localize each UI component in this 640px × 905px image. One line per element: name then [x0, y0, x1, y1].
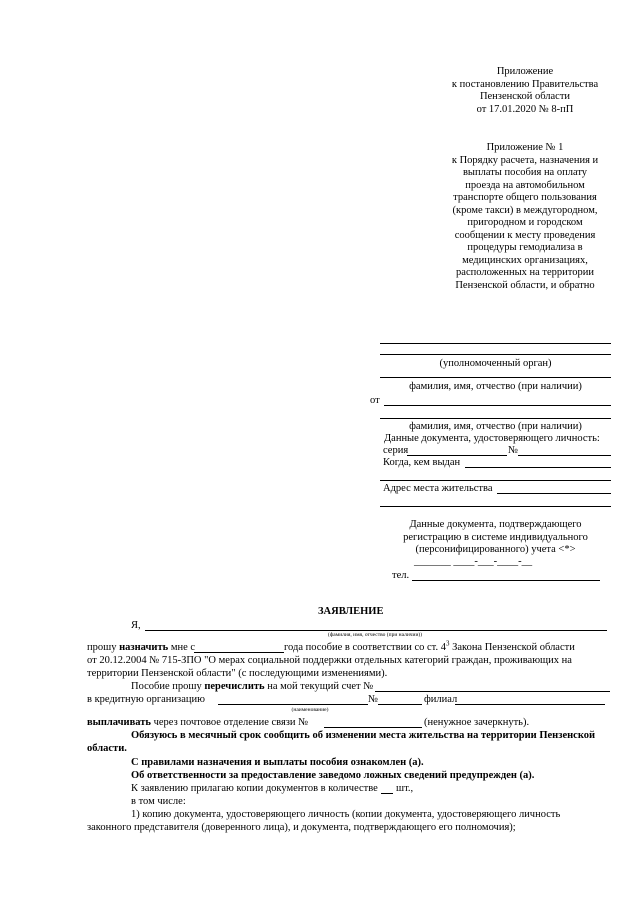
liability-warning: Об ответственности за предоставление заведомо ложных сведений предупрежден (а).	[131, 770, 535, 781]
assign-request-line-3: территории Пензенской области" (с последующими изменениями).	[87, 668, 388, 679]
post-office-note: (ненужное зачеркнуть).	[424, 717, 530, 728]
appendix-line: транспорте общего пользования	[453, 192, 597, 203]
fio-caption-1: фамилия, имя, отчество (при наличии)	[409, 381, 582, 392]
fio-caption-2: фамилия, имя, отчество (при наличии)	[409, 421, 582, 432]
fio-field-line-2[interactable]	[380, 418, 611, 419]
post-office-field[interactable]	[324, 727, 422, 728]
bank-number-label: №	[368, 694, 379, 705]
applicant-fio-field[interactable]	[145, 630, 607, 631]
address-field[interactable]	[497, 493, 611, 494]
address-field-line-2[interactable]	[380, 506, 611, 507]
obligation-text: Обязуюсь в месячный срок сообщить об изменении места жительства на территории Пензенской	[131, 730, 596, 741]
authority-field-line-1[interactable]	[380, 343, 611, 344]
appendix-line: Пензенской области, и обратно	[455, 279, 595, 291]
header-line: к постановлению Правительства	[451, 78, 599, 90]
address-label: Адрес места жительства	[383, 483, 493, 494]
snils-line: Данные документа, подтверждающего	[409, 519, 582, 530]
appendix-line: выплаты пособия на оплату	[462, 167, 588, 178]
branch-label: филиал	[424, 694, 458, 705]
appendix-line: процедуры гемодиализа в	[467, 242, 583, 253]
snils-line: (персонифицированного) учета <*>	[415, 544, 576, 555]
bank-name-field[interactable]	[218, 704, 368, 705]
series-field[interactable]	[407, 455, 507, 456]
appendix-line: проезда на автомобильном	[465, 179, 585, 191]
appendix-line: медицинских организациях,	[462, 254, 588, 266]
appendix-line: (кроме такси) в междугородном,	[452, 204, 598, 216]
attachments-count-unit: шт.,	[396, 783, 414, 794]
including-label: в том числе:	[131, 796, 186, 807]
attachments-count-field[interactable]	[381, 793, 393, 794]
authority-field-line-2[interactable]	[380, 354, 611, 355]
branch-field[interactable]	[455, 704, 605, 705]
snils-line: регистрацию в системе индивидуального	[403, 531, 588, 543]
header-line: от 17.01.2020 № 8-пП	[476, 103, 574, 115]
phone-label: тел.	[392, 570, 410, 581]
assign-request-line: прошу назначить мне с	[87, 642, 196, 653]
snils-caption	[380, 519, 611, 557]
appendix-header	[430, 142, 620, 292]
approval-header	[430, 66, 620, 116]
from-field-line[interactable]	[384, 405, 611, 406]
id-document-label: Данные документа, удостоверяющего личность:	[384, 433, 600, 444]
bank-number-field[interactable]	[378, 704, 422, 705]
phone-field[interactable]	[412, 580, 600, 581]
attachments-count-line: К заявлению прилагаю копии документов в количестве	[131, 783, 378, 794]
transfer-request-line: Пособие прошу перечислить на мой текущий счет №	[131, 681, 374, 692]
fio-field-line-1[interactable]	[380, 377, 611, 378]
account-number-field[interactable]	[375, 691, 610, 692]
issued-label: Когда, кем выдан	[383, 457, 461, 468]
attachment-item-1-line-2: законного представителя (доверенного лица), и документа, подтверждающего его полномочия);	[87, 822, 516, 833]
statement-title: ЗАЯВЛЕНИЕ	[318, 606, 384, 617]
post-office-line: выплачивать через почтовое отделение связи №	[87, 717, 309, 728]
issued-field-line-2[interactable]	[380, 480, 611, 481]
appendix-line: сообщении к месту проведения	[454, 229, 596, 241]
from-label: от	[370, 395, 380, 406]
obligation-text-2: области.	[87, 743, 127, 754]
start-date-field[interactable]	[194, 652, 284, 653]
i-label: Я,	[131, 620, 141, 631]
rules-acknowledgement: С правилами назначения и выплаты пособия ознакомлен (а).	[131, 757, 424, 768]
authority-caption: (уполномоченный орган)	[439, 358, 552, 369]
number-label: №	[508, 445, 519, 456]
applicant-fio-caption: (фамилия, имя, отчество (при наличии))	[327, 632, 423, 638]
appendix-line: расположенных на территории	[456, 267, 594, 278]
appendix-line: к Порядку расчета, назначения и	[451, 154, 599, 166]
series-label: серия	[383, 445, 409, 456]
assign-request-law: года пособие в соответствии со ст. $4^3$ Закона Пензенской области	[284, 639, 575, 653]
header-line: Пензенской области	[479, 91, 571, 102]
appendix-line: Приложение № 1	[486, 142, 564, 153]
snils-field[interactable]: _______ ____-___-____-__	[414, 556, 533, 567]
assign-request-line-2: от 20.12.2004 № 715-ЗПО "О мерах социальной поддержки отдельных категорий граждан, проживающих на	[87, 655, 572, 666]
header-line: Приложение	[496, 66, 554, 77]
appendix-line: пригородном и городском	[467, 217, 583, 228]
attachment-item-1: 1) копию документа, удостоверяющего личность (копии документа, удостоверяющего личность	[131, 809, 561, 820]
issued-field[interactable]	[465, 467, 611, 468]
bank-name-caption: (наименование)	[291, 707, 329, 713]
number-field[interactable]	[518, 455, 611, 456]
bank-label: в кредитную организацию	[87, 694, 205, 705]
